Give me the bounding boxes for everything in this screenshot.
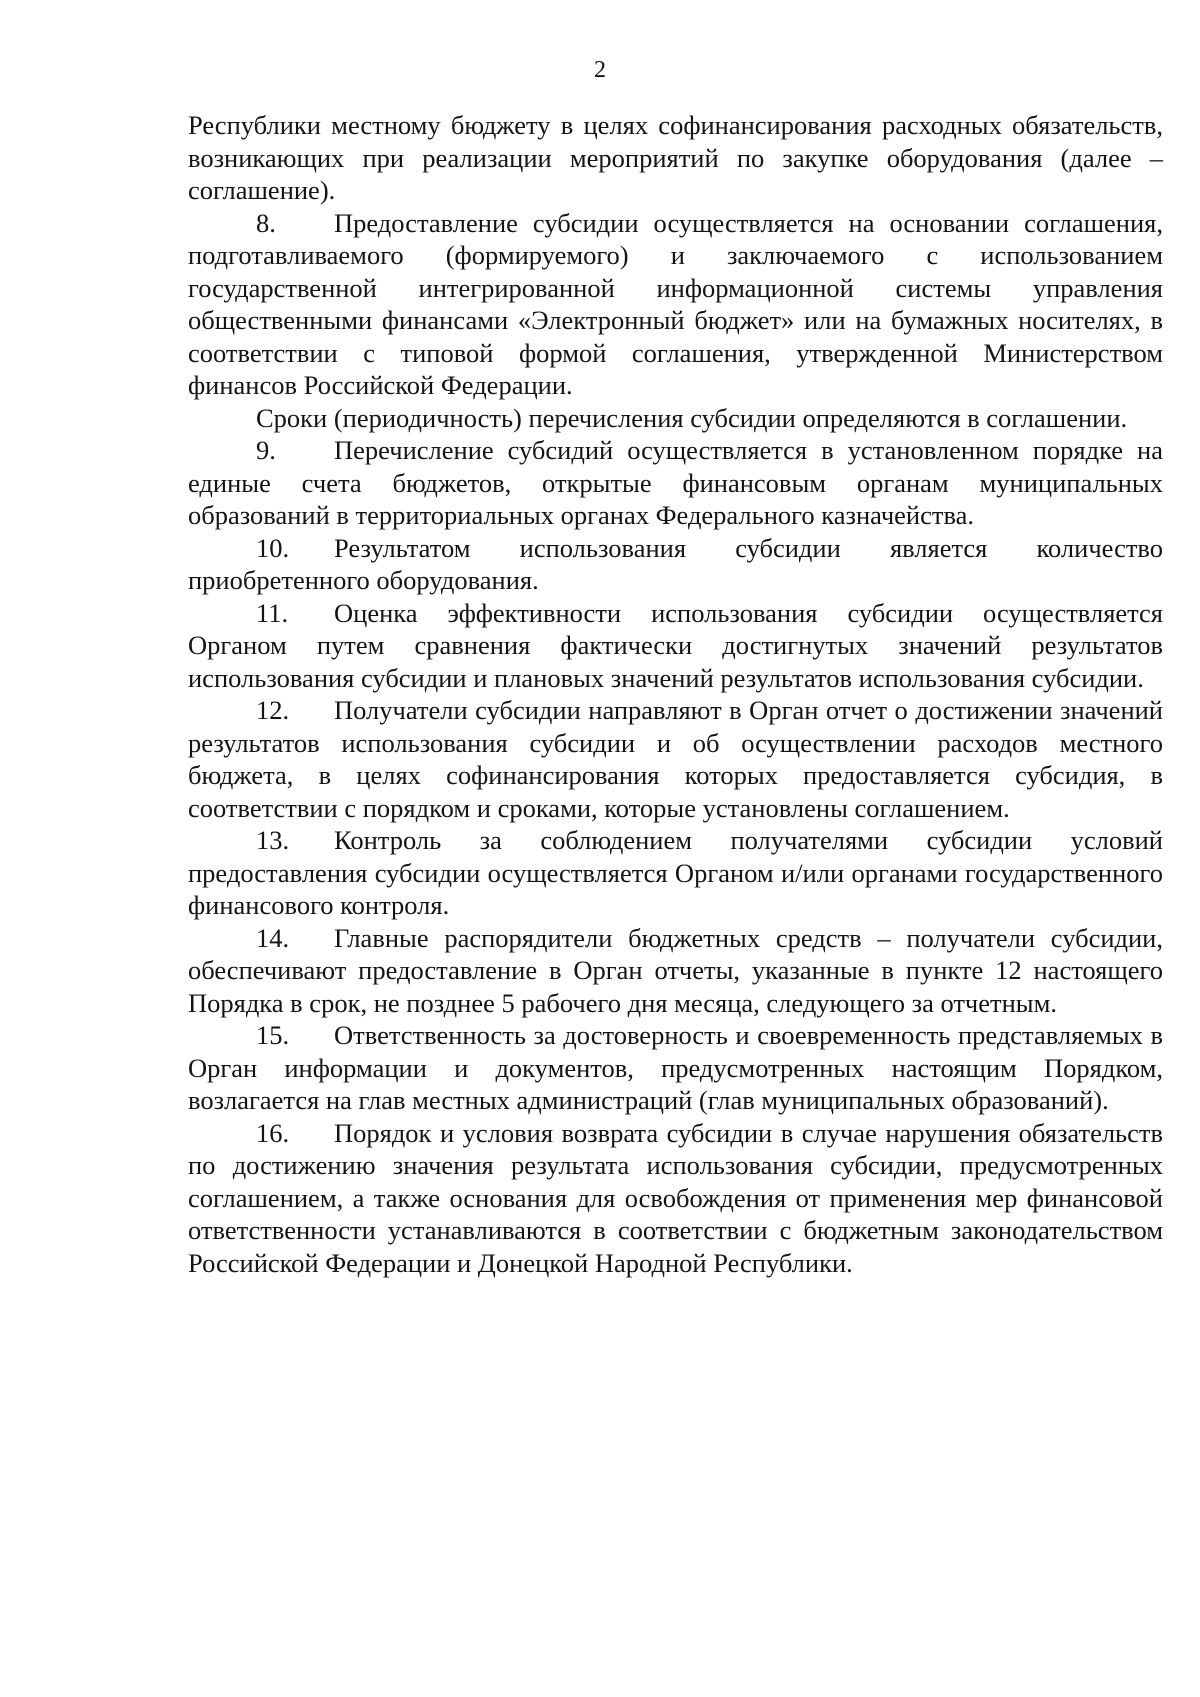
paragraph-text: Контроль за соблюдением получателями субсидии условий предоставления субсидии осуществляется Органом и/или органами государственного финансового контроля. (188, 825, 1163, 920)
paragraph-number: 11. (256, 597, 289, 628)
paragraph-terms (188, 402, 1163, 435)
paragraph-text: Порядок и условия возврата субсидии в случае нарушения обязательств по достижению значения результата использования субсидии, предусмотренных соглашением, а также основания для освобождения от применения мер финансовой ответственности устанавливаются в соответствии с бюджетным законодательством Российской Федерации и Донецкой Народной Республики. (188, 1117, 1163, 1278)
paragraph-text: Получатели субсидии направляют в Орган отчет о достижении значений результатов использования субсидии и об осуществлении расходов местного бюджета, в целях софинансирования которых предоставляется субсидия, в соответствии с порядком и сроками, которые установлены соглашением. (188, 695, 1163, 823)
paragraph-number: 16. (256, 1117, 290, 1148)
paragraph-text: Предоставление субсидии осуществляется на основании соглашения, подготавливаемого (формируемого) и заключаемого с использованием государственной интегрированной информационной системы управления общественными финансами «Электронный бюджет» или на бумажных носителях, в соответствии с типовой формой соглашения, утвержденной Министерством финансов Российской Федерации. (188, 207, 1163, 400)
page-number: 2 (594, 57, 606, 83)
paragraph-number: 8. (256, 207, 276, 238)
paragraph-8 (188, 207, 1163, 402)
paragraph-text: Перечисление субсидий осуществляется в установленном порядке на единые счета бюджетов, открытые финансовым органам муниципальных образований в территориальных органах Федерального казначейства. (188, 435, 1163, 530)
paragraph-10 (188, 532, 1163, 597)
paragraph-text: Республики местному бюджету в целях софинансирования расходных обязательств, возникающих при реализации мероприятий по закупке оборудования (далее – соглашение). (188, 110, 1163, 205)
paragraph-number: 13. (256, 825, 290, 855)
paragraph-15 (188, 1019, 1163, 1117)
paragraph-14 (188, 922, 1163, 1020)
paragraph-12 (188, 694, 1163, 824)
paragraph-number: 12. (256, 695, 290, 725)
paragraph-11 (188, 597, 1163, 695)
paragraph-text: Оценка эффективности использования субсидии осуществляется Органом путем сравнения фактически достигнутых значений результатов использования субсидии и плановых значений результатов использования субсидии. (188, 597, 1163, 693)
paragraph-9 (188, 434, 1163, 532)
paragraph-number: 14. (256, 922, 290, 953)
paragraph-13 (188, 824, 1163, 922)
paragraph-text: Ответственность за достоверность и своевременность представляемых в Орган информации и документов, предусмотренных настоящим Порядком, возлагается на глав местных администраций (глав муниципальных образований). (188, 1020, 1163, 1115)
paragraph-16 (188, 1117, 1163, 1280)
paragraph-continuation (188, 109, 1163, 207)
document-body (188, 109, 1163, 1279)
paragraph-number: 15. (256, 1020, 290, 1050)
paragraph-text: Сроки (периодичность) перечисления субсидии определяются в соглашении. (256, 402, 1128, 433)
paragraph-text: Результатом использования субсидии является количество приобретенного оборудования. (188, 532, 1163, 595)
paragraph-number: 9. (256, 435, 276, 465)
paragraph-number: 10. (256, 532, 290, 563)
paragraph-text: Главные распорядители бюджетных средств – получатели субсидии, обеспечивают предоставление в Орган отчеты, указанные в пункте 12 настоящего Порядка в срок, не позднее 5 рабочего дня месяца, следующего за отчетным. (188, 922, 1163, 1018)
